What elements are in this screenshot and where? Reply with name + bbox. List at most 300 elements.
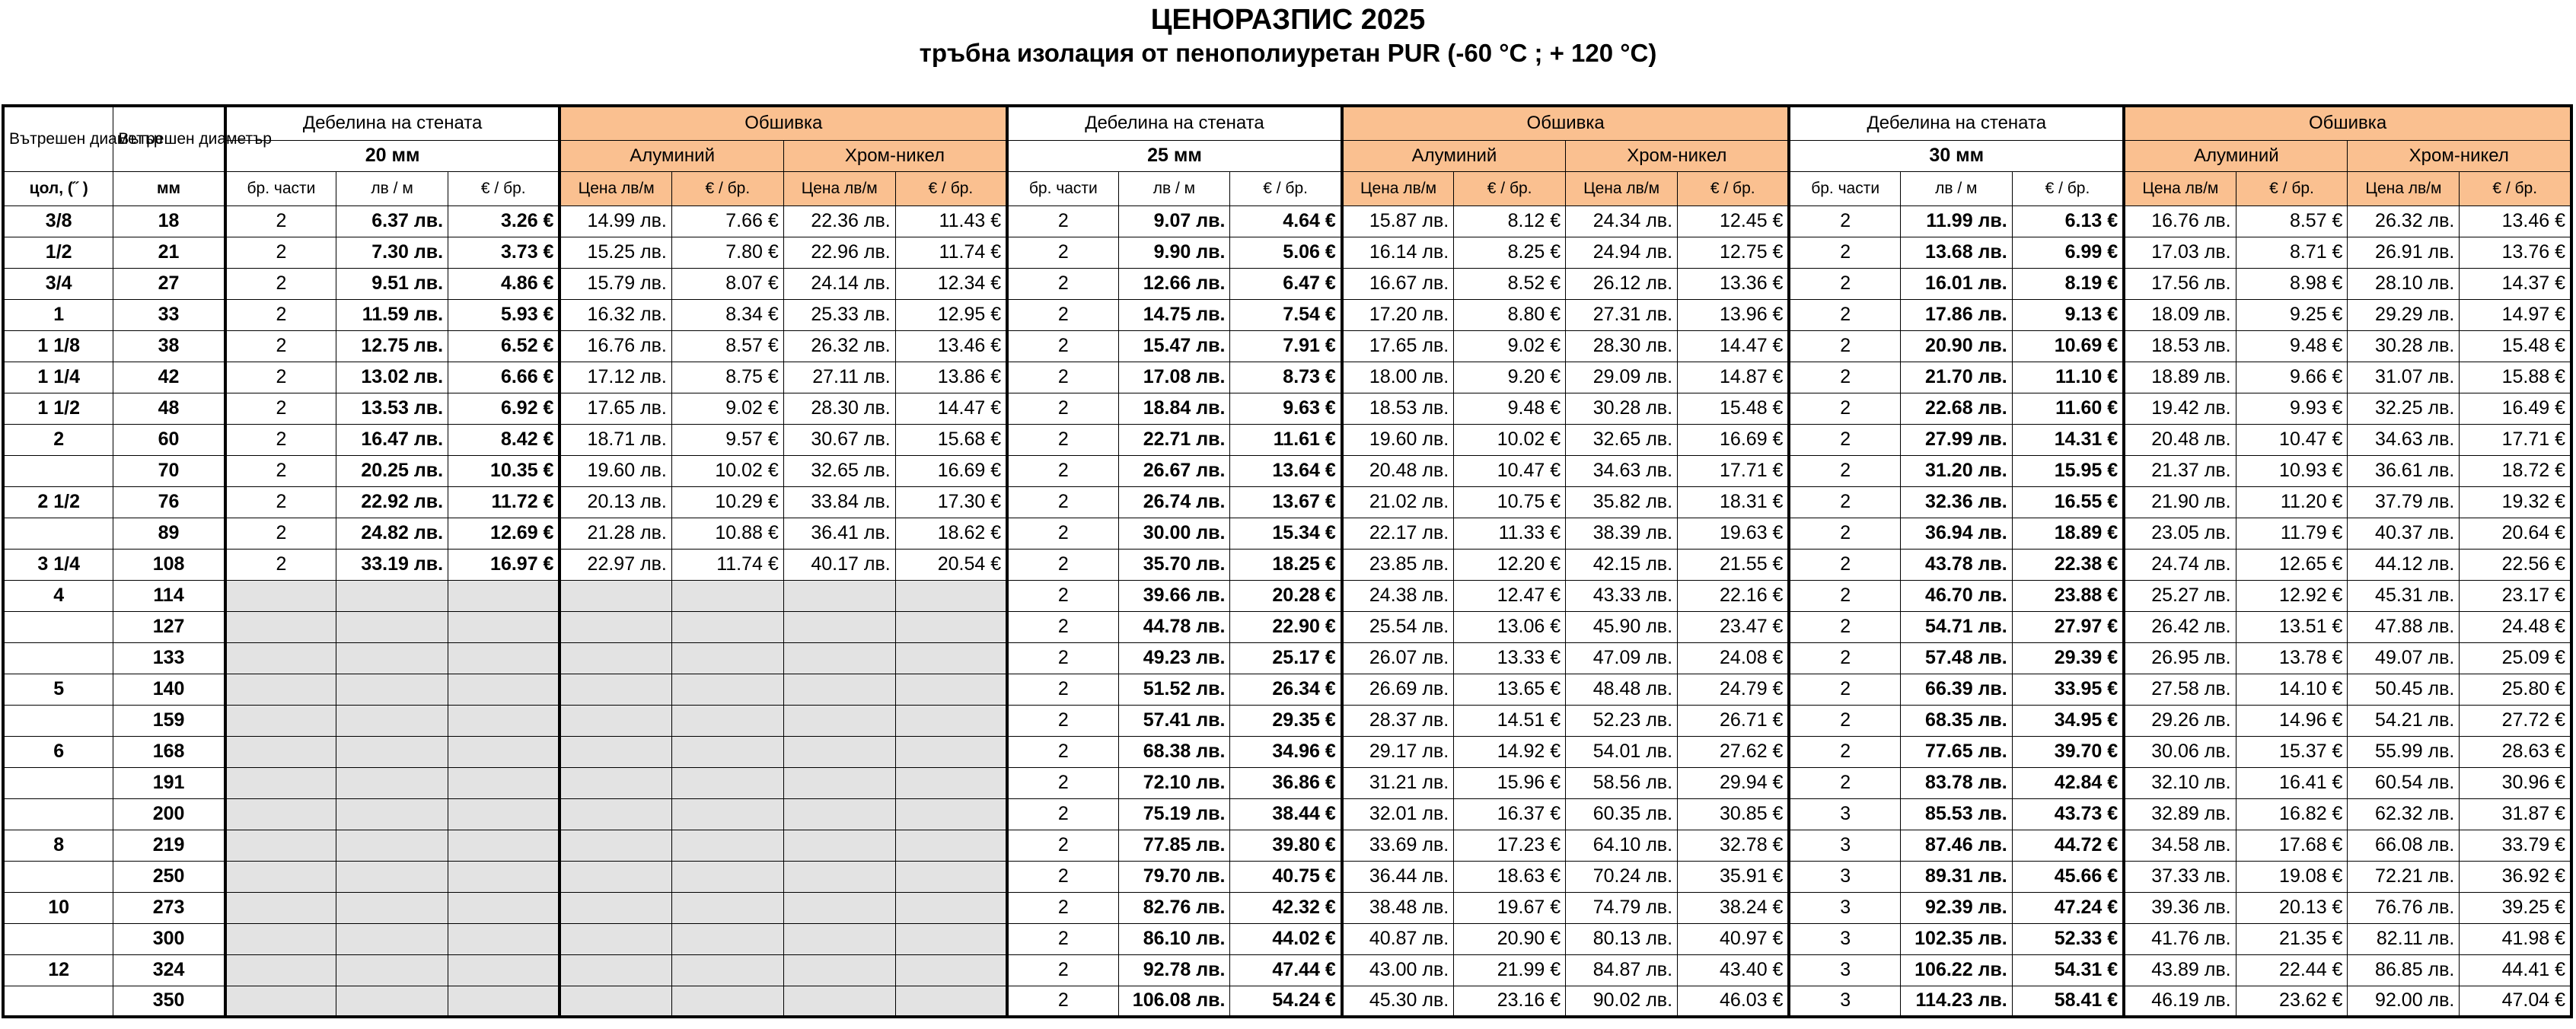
empty-cell xyxy=(895,736,1007,767)
price-eur-cell: 10.35 € xyxy=(448,455,560,486)
empty-cell xyxy=(671,611,783,642)
cr-eur-cell: 41.98 € xyxy=(2460,923,2571,954)
al-eur-cell: 8.57 € xyxy=(2236,205,2348,237)
wall-thickness-header-2: Дебелина на стената xyxy=(1007,106,1342,140)
cr-eur-cell: 16.69 € xyxy=(1678,424,1790,455)
al-price-cell: 16.76 лв. xyxy=(2124,205,2236,237)
pieces-cell: 2 xyxy=(1789,237,1900,268)
price-lv-cell: 77.65 лв. xyxy=(1900,736,2012,767)
cr-price-cell: 45.90 лв. xyxy=(1566,611,1678,642)
cr-eur-cell: 25.80 € xyxy=(2460,674,2571,705)
price-lv-cell: 26.67 лв. xyxy=(1118,455,1230,486)
al-eur-cell: 12.65 € xyxy=(2236,549,2348,580)
al-price-header: Цена лв/м xyxy=(2124,171,2236,205)
pieces-cell: 2 xyxy=(1789,424,1900,455)
al-eur-cell: 8.71 € xyxy=(2236,237,2348,268)
chrome-nickel-header-2: Хром-никел xyxy=(1566,140,1790,171)
chrome-nickel-header-1: Хром-никел xyxy=(783,140,1007,171)
empty-cell xyxy=(336,642,448,674)
empty-cell xyxy=(336,705,448,736)
al-price-cell: 16.32 лв. xyxy=(560,299,671,330)
mm-cell: 60 xyxy=(113,424,225,455)
price-eur-cell: 9.63 € xyxy=(1230,393,1342,424)
price-eur-cell: 13.64 € xyxy=(1230,455,1342,486)
cr-price-cell: 26.12 лв. xyxy=(1566,268,1678,299)
empty-cell xyxy=(671,705,783,736)
inch-cell: 3 1/4 xyxy=(3,549,113,580)
al-eur-cell: 21.99 € xyxy=(1454,954,1566,986)
cr-eur-cell: 19.32 € xyxy=(2460,486,2571,518)
price-eur-cell: 6.66 € xyxy=(448,362,560,393)
al-eur-cell: 9.25 € xyxy=(2236,299,2348,330)
cr-price-cell: 84.87 лв. xyxy=(1566,954,1678,986)
cr-price-cell: 35.82 лв. xyxy=(1566,486,1678,518)
al-eur-cell: 18.63 € xyxy=(1454,861,1566,892)
price-eur-cell: 11.60 € xyxy=(2012,393,2124,424)
cr-eur-cell: 17.71 € xyxy=(1678,455,1790,486)
al-eur-cell: 8.57 € xyxy=(671,330,783,362)
al-eur-cell: 17.23 € xyxy=(1454,830,1566,861)
price-eur-cell: 9.13 € xyxy=(2012,299,2124,330)
price-eur-cell: 42.84 € xyxy=(2012,767,2124,798)
pieces-cell: 2 xyxy=(1789,455,1900,486)
pieces-cell: 2 xyxy=(225,549,336,580)
empty-cell xyxy=(783,674,895,705)
cladding-header-2: Обшивка xyxy=(1342,106,1790,140)
cr-eur-cell: 15.88 € xyxy=(2460,362,2571,393)
al-price-cell: 21.28 лв. xyxy=(560,518,671,549)
al-price-cell: 27.58 лв. xyxy=(2124,674,2236,705)
al-eur-cell: 10.88 € xyxy=(671,518,783,549)
price-lv-cell: 26.74 лв. xyxy=(1118,486,1230,518)
al-price-cell: 26.07 лв. xyxy=(1342,642,1454,674)
al-eur-cell: 10.02 € xyxy=(671,455,783,486)
cr-eur-cell: 24.08 € xyxy=(1678,642,1790,674)
al-price-cell: 18.53 лв. xyxy=(2124,330,2236,362)
eur-per-pc-header: € / бр. xyxy=(2012,171,2124,205)
al-eur-cell: 14.92 € xyxy=(1454,736,1566,767)
aluminium-header-2: Алуминий xyxy=(1342,140,1566,171)
empty-cell xyxy=(336,767,448,798)
table-row xyxy=(3,330,2571,362)
price-lv-cell: 106.08 лв. xyxy=(1118,986,1230,1017)
empty-cell xyxy=(336,798,448,830)
pieces-cell: 2 xyxy=(1789,299,1900,330)
al-eur-cell: 13.33 € xyxy=(1454,642,1566,674)
cr-eur-cell: 14.37 € xyxy=(2460,268,2571,299)
empty-cell xyxy=(783,736,895,767)
al-price-cell: 14.99 лв. xyxy=(560,205,671,237)
pieces-cell: 2 xyxy=(225,205,336,237)
price-lv-cell: 22.68 лв. xyxy=(1900,393,2012,424)
al-price-cell: 20.48 лв. xyxy=(2124,424,2236,455)
price-lv-cell: 46.70 лв. xyxy=(1900,580,2012,611)
cr-eur-cell: 22.56 € xyxy=(2460,549,2571,580)
cr-eur-cell: 24.79 € xyxy=(1678,674,1790,705)
price-lv-cell: 92.39 лв. xyxy=(1900,892,2012,923)
pieces-cell: 2 xyxy=(1007,736,1118,767)
cr-eur-cell: 20.54 € xyxy=(895,549,1007,580)
table-row xyxy=(3,642,2571,674)
cr-eur-cell: 32.78 € xyxy=(1678,830,1790,861)
empty-cell xyxy=(448,923,560,954)
al-eur-cell: 14.51 € xyxy=(1454,705,1566,736)
pieces-cell: 2 xyxy=(1789,518,1900,549)
empty-cell xyxy=(671,923,783,954)
price-eur-cell: 13.67 € xyxy=(1230,486,1342,518)
cr-price-cell: 32.65 лв. xyxy=(1566,424,1678,455)
al-eur-cell: 10.47 € xyxy=(2236,424,2348,455)
price-eur-cell: 52.33 € xyxy=(2012,923,2124,954)
mm-cell: 70 xyxy=(113,455,225,486)
cr-eur-cell: 17.71 € xyxy=(2460,424,2571,455)
cr-eur-cell: 15.48 € xyxy=(2460,330,2571,362)
inch-cell: 6 xyxy=(3,736,113,767)
price-eur-cell: 7.54 € xyxy=(1230,299,1342,330)
lv-per-m-header: лв / м xyxy=(1900,171,2012,205)
cr-price-cell: 40.17 лв. xyxy=(783,549,895,580)
empty-cell xyxy=(560,705,671,736)
pieces-cell: 2 xyxy=(1789,674,1900,705)
empty-cell xyxy=(225,923,336,954)
price-lv-cell: 57.41 лв. xyxy=(1118,705,1230,736)
inch-cell xyxy=(3,923,113,954)
cr-eur-cell: 14.47 € xyxy=(895,393,1007,424)
price-lv-cell: 13.02 лв. xyxy=(336,362,448,393)
mm-cell: 21 xyxy=(113,237,225,268)
cr-eur-cell: 14.87 € xyxy=(1678,362,1790,393)
price-eur-cell: 42.32 € xyxy=(1230,892,1342,923)
pieces-cell: 2 xyxy=(1007,986,1118,1017)
empty-cell xyxy=(895,642,1007,674)
thickness-label-3: 30 мм xyxy=(1789,140,2124,171)
price-lv-cell: 85.53 лв. xyxy=(1900,798,2012,830)
table-row xyxy=(3,705,2571,736)
eur-per-pc-header: € / бр. xyxy=(448,171,560,205)
empty-cell xyxy=(671,861,783,892)
pieces-cell: 2 xyxy=(1007,518,1118,549)
cr-price-cell: 54.01 лв. xyxy=(1566,736,1678,767)
table-row xyxy=(3,580,2571,611)
price-lv-cell: 79.70 лв. xyxy=(1118,861,1230,892)
price-lv-cell: 17.86 лв. xyxy=(1900,299,2012,330)
pieces-cell: 2 xyxy=(1789,642,1900,674)
al-eur-cell: 15.37 € xyxy=(2236,736,2348,767)
pieces-cell: 2 xyxy=(1007,549,1118,580)
empty-cell xyxy=(783,861,895,892)
empty-cell xyxy=(336,861,448,892)
al-price-cell: 16.76 лв. xyxy=(560,330,671,362)
price-eur-cell: 47.24 € xyxy=(2012,892,2124,923)
al-price-cell: 25.27 лв. xyxy=(2124,580,2236,611)
al-eur-cell: 13.78 € xyxy=(2236,642,2348,674)
al-eur-cell: 11.20 € xyxy=(2236,486,2348,518)
al-price-cell: 26.95 лв. xyxy=(2124,642,2236,674)
al-price-cell: 23.05 лв. xyxy=(2124,518,2236,549)
price-eur-cell: 6.13 € xyxy=(2012,205,2124,237)
pieces-cell: 2 xyxy=(1007,892,1118,923)
cr-eur-cell: 16.69 € xyxy=(895,455,1007,486)
wall-thickness-header-1: Дебелина на стената xyxy=(225,106,560,140)
al-price-cell: 22.17 лв. xyxy=(1342,518,1454,549)
empty-cell xyxy=(895,705,1007,736)
inch-cell xyxy=(3,986,113,1017)
cr-price-cell: 62.32 лв. xyxy=(2348,798,2460,830)
al-price-cell: 17.03 лв. xyxy=(2124,237,2236,268)
cr-price-cell: 60.54 лв. xyxy=(2348,767,2460,798)
cr-eur-cell: 30.85 € xyxy=(1678,798,1790,830)
cr-price-cell: 24.94 лв. xyxy=(1566,237,1678,268)
empty-cell xyxy=(448,580,560,611)
al-eur-cell: 16.37 € xyxy=(1454,798,1566,830)
cr-eur-cell: 24.48 € xyxy=(2460,611,2571,642)
price-eur-cell: 34.96 € xyxy=(1230,736,1342,767)
empty-cell xyxy=(671,674,783,705)
cr-price-cell: 52.23 лв. xyxy=(1566,705,1678,736)
inch-cell: 1 1/4 xyxy=(3,362,113,393)
pieces-cell: 2 xyxy=(225,518,336,549)
pieces-cell: 3 xyxy=(1789,798,1900,830)
cr-price-cell: 92.00 лв. xyxy=(2348,986,2460,1017)
pieces-cell: 2 xyxy=(1007,393,1118,424)
pieces-cell: 2 xyxy=(1789,549,1900,580)
price-lv-cell: 22.92 лв. xyxy=(336,486,448,518)
cr-price-cell: 47.09 лв. xyxy=(1566,642,1678,674)
pieces-cell: 2 xyxy=(1007,830,1118,861)
al-price-cell: 34.58 лв. xyxy=(2124,830,2236,861)
table-row xyxy=(3,954,2571,986)
pieces-cell: 2 xyxy=(1007,611,1118,642)
al-price-cell: 16.67 лв. xyxy=(1342,268,1454,299)
table-row xyxy=(3,268,2571,299)
empty-cell xyxy=(225,986,336,1017)
cr-eur-cell: 26.71 € xyxy=(1678,705,1790,736)
price-lv-cell: 33.19 лв. xyxy=(336,549,448,580)
price-lv-cell: 9.07 лв. xyxy=(1118,205,1230,237)
empty-cell xyxy=(336,892,448,923)
al-price-cell: 15.79 лв. xyxy=(560,268,671,299)
cr-eur-cell: 43.40 € xyxy=(1678,954,1790,986)
empty-cell xyxy=(560,861,671,892)
inch-cell xyxy=(3,518,113,549)
cr-price-cell: 24.14 лв. xyxy=(783,268,895,299)
price-eur-cell: 23.88 € xyxy=(2012,580,2124,611)
mm-cell: 219 xyxy=(113,830,225,861)
empty-cell xyxy=(671,798,783,830)
al-eur-cell: 8.07 € xyxy=(671,268,783,299)
empty-cell xyxy=(225,861,336,892)
al-eur-cell: 9.48 € xyxy=(2236,330,2348,362)
empty-cell xyxy=(783,705,895,736)
al-price-cell: 17.65 лв. xyxy=(560,393,671,424)
empty-cell xyxy=(560,923,671,954)
price-lv-cell: 35.70 лв. xyxy=(1118,549,1230,580)
price-eur-cell: 4.64 € xyxy=(1230,205,1342,237)
pieces-cell: 2 xyxy=(1007,798,1118,830)
al-eur-cell: 20.13 € xyxy=(2236,892,2348,923)
price-eur-cell: 54.24 € xyxy=(1230,986,1342,1017)
al-price-cell: 24.38 лв. xyxy=(1342,580,1454,611)
empty-cell xyxy=(671,954,783,986)
price-lv-cell: 89.31 лв. xyxy=(1900,861,2012,892)
price-lv-cell: 9.90 лв. xyxy=(1118,237,1230,268)
cr-eur-cell: 36.92 € xyxy=(2460,861,2571,892)
pieces-cell: 2 xyxy=(1007,642,1118,674)
empty-cell xyxy=(560,580,671,611)
empty-cell xyxy=(225,705,336,736)
pieces-cell: 2 xyxy=(1007,861,1118,892)
price-eur-cell: 36.86 € xyxy=(1230,767,1342,798)
empty-cell xyxy=(560,986,671,1017)
price-lv-cell: 72.10 лв. xyxy=(1118,767,1230,798)
mm-cell: 76 xyxy=(113,486,225,518)
pieces-cell: 2 xyxy=(1007,923,1118,954)
table-row xyxy=(3,455,2571,486)
cr-price-cell: 26.32 лв. xyxy=(783,330,895,362)
empty-cell xyxy=(895,923,1007,954)
price-eur-cell: 38.44 € xyxy=(1230,798,1342,830)
cr-price-cell: 32.65 лв. xyxy=(783,455,895,486)
al-eur-cell: 9.48 € xyxy=(1454,393,1566,424)
pieces-cell: 2 xyxy=(1007,455,1118,486)
thickness-label-1: 20 мм xyxy=(225,140,560,171)
al-eur-cell: 13.65 € xyxy=(1454,674,1566,705)
price-eur-cell: 6.99 € xyxy=(2012,237,2124,268)
empty-cell xyxy=(895,798,1007,830)
al-price-cell: 15.25 лв. xyxy=(560,237,671,268)
al-eur-cell: 16.82 € xyxy=(2236,798,2348,830)
cr-price-cell: 33.84 лв. xyxy=(783,486,895,518)
cr-price-cell: 36.61 лв. xyxy=(2348,455,2460,486)
empty-cell xyxy=(671,892,783,923)
al-eur-cell: 13.06 € xyxy=(1454,611,1566,642)
empty-cell xyxy=(560,736,671,767)
price-lv-cell: 43.78 лв. xyxy=(1900,549,2012,580)
al-eur-cell: 21.35 € xyxy=(2236,923,2348,954)
cr-price-header: Цена лв/м xyxy=(1566,171,1678,205)
price-eur-cell: 12.69 € xyxy=(448,518,560,549)
page-title: ЦЕНОРАЗПИС 2025 xyxy=(1150,4,1426,36)
price-eur-cell: 16.55 € xyxy=(2012,486,2124,518)
al-price-cell: 19.60 лв. xyxy=(560,455,671,486)
table-row xyxy=(3,767,2571,798)
cr-eur-cell: 18.72 € xyxy=(2460,455,2571,486)
pieces-cell: 2 xyxy=(1789,486,1900,518)
cr-price-cell: 27.31 лв. xyxy=(1566,299,1678,330)
empty-cell xyxy=(783,767,895,798)
price-lv-cell: 92.78 лв. xyxy=(1118,954,1230,986)
empty-cell xyxy=(336,736,448,767)
price-lv-cell: 68.38 лв. xyxy=(1118,736,1230,767)
empty-cell xyxy=(671,642,783,674)
pieces-header: бр. части xyxy=(225,171,336,205)
cr-price-cell: 40.37 лв. xyxy=(2348,518,2460,549)
cr-eur-cell: 13.46 € xyxy=(2460,205,2571,237)
cr-eur-cell: 12.34 € xyxy=(895,268,1007,299)
inch-cell xyxy=(3,798,113,830)
lv-per-m-header: лв / м xyxy=(1118,171,1230,205)
cr-price-cell: 30.28 лв. xyxy=(1566,393,1678,424)
inch-cell: 3/4 xyxy=(3,268,113,299)
empty-cell xyxy=(448,767,560,798)
empty-cell xyxy=(560,892,671,923)
empty-cell xyxy=(783,611,895,642)
cr-eur-cell: 14.97 € xyxy=(2460,299,2571,330)
cr-price-cell: 28.10 лв. xyxy=(2348,268,2460,299)
al-price-cell: 21.02 лв. xyxy=(1342,486,1454,518)
al-price-cell: 33.69 лв. xyxy=(1342,830,1454,861)
al-eur-cell: 11.74 € xyxy=(671,549,783,580)
price-lv-cell: 20.25 лв. xyxy=(336,455,448,486)
pieces-cell: 2 xyxy=(1007,299,1118,330)
cr-price-cell: 34.63 лв. xyxy=(2348,424,2460,455)
price-eur-cell: 43.73 € xyxy=(2012,798,2124,830)
empty-cell xyxy=(336,954,448,986)
al-price-cell: 46.19 лв. xyxy=(2124,986,2236,1017)
mm-cell: 38 xyxy=(113,330,225,362)
al-price-cell: 32.01 лв. xyxy=(1342,798,1454,830)
cr-eur-cell: 15.48 € xyxy=(1678,393,1790,424)
price-lv-cell: 66.39 лв. xyxy=(1900,674,2012,705)
empty-cell xyxy=(895,611,1007,642)
cr-eur-cell: 33.79 € xyxy=(2460,830,2571,861)
mm-cell: 140 xyxy=(113,674,225,705)
empty-cell xyxy=(225,611,336,642)
mm-cell: 48 xyxy=(113,393,225,424)
al-price-header: Цена лв/м xyxy=(560,171,671,205)
empty-cell xyxy=(560,642,671,674)
pieces-cell: 2 xyxy=(1007,330,1118,362)
al-eur-cell: 9.02 € xyxy=(671,393,783,424)
chrome-nickel-header-3: Хром-никел xyxy=(2348,140,2571,171)
cr-eur-cell: 13.36 € xyxy=(1678,268,1790,299)
cr-price-cell: 70.24 лв. xyxy=(1566,861,1678,892)
empty-cell xyxy=(448,830,560,861)
pieces-cell: 3 xyxy=(1789,861,1900,892)
mm-cell: 127 xyxy=(113,611,225,642)
price-lv-cell: 12.66 лв. xyxy=(1118,268,1230,299)
al-price-cell: 25.54 лв. xyxy=(1342,611,1454,642)
pieces-cell: 2 xyxy=(1007,767,1118,798)
mm-unit-header: мм xyxy=(113,171,225,205)
price-eur-cell: 34.95 € xyxy=(2012,705,2124,736)
cr-eur-header: € / бр. xyxy=(1678,171,1790,205)
mm-cell: 300 xyxy=(113,923,225,954)
al-eur-cell: 19.67 € xyxy=(1454,892,1566,923)
cr-price-cell: 22.96 лв. xyxy=(783,237,895,268)
table-row xyxy=(3,486,2571,518)
price-eur-cell: 10.69 € xyxy=(2012,330,2124,362)
inch-cell: 2 xyxy=(3,424,113,455)
price-lv-cell: 114.23 лв. xyxy=(1900,986,2012,1017)
price-lv-cell: 20.90 лв. xyxy=(1900,330,2012,362)
al-eur-cell: 23.62 € xyxy=(2236,986,2348,1017)
table-header xyxy=(3,106,2571,205)
empty-cell xyxy=(560,798,671,830)
al-eur-header: € / бр. xyxy=(2236,171,2348,205)
wall-thickness-header-3: Дебелина на стената xyxy=(1789,106,2124,140)
cr-eur-cell: 23.17 € xyxy=(2460,580,2571,611)
price-eur-cell: 45.66 € xyxy=(2012,861,2124,892)
empty-cell xyxy=(671,767,783,798)
cr-price-cell: 86.85 лв. xyxy=(2348,954,2460,986)
inner-diameter-mm-header: Вътрешен диаметър xyxy=(113,106,225,171)
pieces-header: бр. части xyxy=(1007,171,1118,205)
cr-price-cell: 55.99 лв. xyxy=(2348,736,2460,767)
cr-eur-cell: 21.55 € xyxy=(1678,549,1790,580)
cr-eur-cell: 19.63 € xyxy=(1678,518,1790,549)
cr-price-cell: 42.15 лв. xyxy=(1566,549,1678,580)
